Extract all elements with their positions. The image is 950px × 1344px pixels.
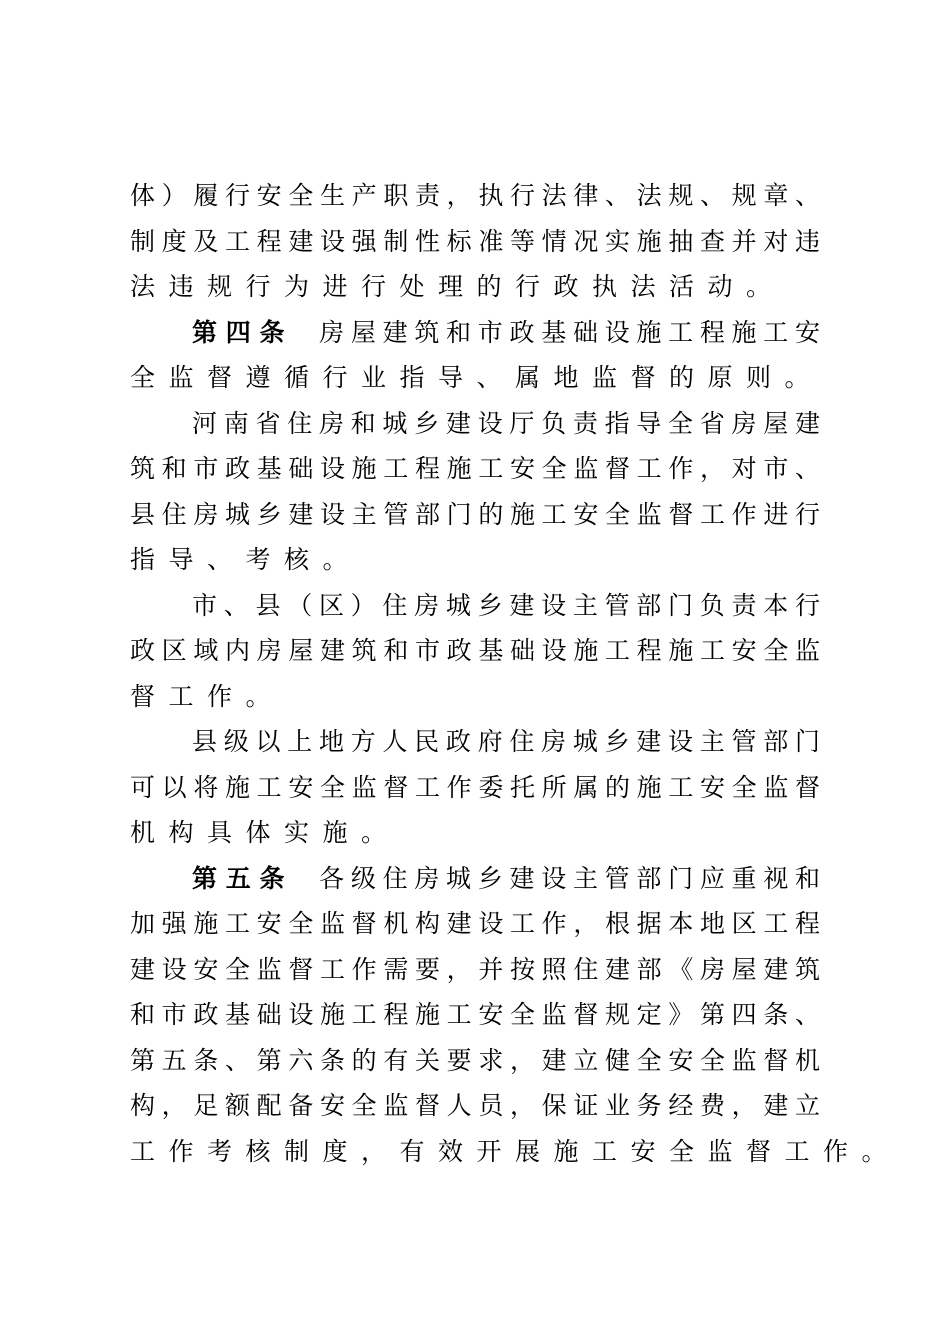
text-line: 政区域内房屋建筑和市政基础设施工程施工安全监 (130, 636, 820, 665)
text-line: 筑和市政基础设施工程施工安全监督工作，对市、 (130, 454, 820, 483)
document-body (130, 173, 901, 1174)
article-5-text: 各级住房城乡建设主管部门应重视和 (319, 863, 820, 893)
text-line: 法违规行为进行处理的行政执法活动。 (130, 272, 785, 301)
text-line: 构，足额配备安全监督人员，保证业务经费，建立 (130, 1091, 820, 1120)
article-5-first-line (130, 856, 820, 902)
text-line: 工作考核制度，有效开展施工安全监督工作。 (130, 1136, 901, 1166)
article-4-text: 房屋建筑和市政基础设施工程施工安 (319, 317, 820, 347)
text-line: 制度及工程建设强制性标准等情况实施抽查并对违 (130, 226, 820, 256)
text-line: 督工作。 (130, 681, 285, 711)
paragraph-first-line: 市、县（区）住房城乡建设主管部门负责本行 (192, 590, 820, 620)
article-4-first-line (130, 310, 820, 356)
text-line: 加强施工安全监督机构建设工作，根据本地区工程 (130, 909, 820, 938)
paragraph-first-line: 县级以上地方人民政府住房城乡建设主管部门 (192, 727, 820, 756)
text-line: 县住房城乡建设主管部门的施工安全监督工作进行 (130, 499, 820, 529)
article-4-heading: 第四条 (192, 317, 294, 347)
text-line: 指导、考核。 (130, 545, 362, 574)
text-line: 机构具体实施。 (130, 818, 400, 847)
text-line: 体）履行安全生产职责，执行法律、法规、规章、 (130, 181, 820, 210)
text-line: 第五条、第六条的有关要求，建立健全安全监督机 (130, 1045, 820, 1075)
text-line: 全监督遵循行业指导、属地监督的原则。 (130, 363, 824, 392)
article-5-heading: 第五条 (192, 863, 294, 893)
paragraph-first-line: 河南省住房和城乡建设厅负责指导全省房屋建 (192, 408, 820, 438)
text-line: 和市政基础设施工程施工安全监督规定》第四条、 (130, 1000, 820, 1029)
text-line: 可以将施工安全监督工作委托所属的施工安全监督 (130, 772, 820, 802)
text-line: 建设安全监督工作需要，并按照住建部《房屋建筑 (130, 954, 820, 984)
